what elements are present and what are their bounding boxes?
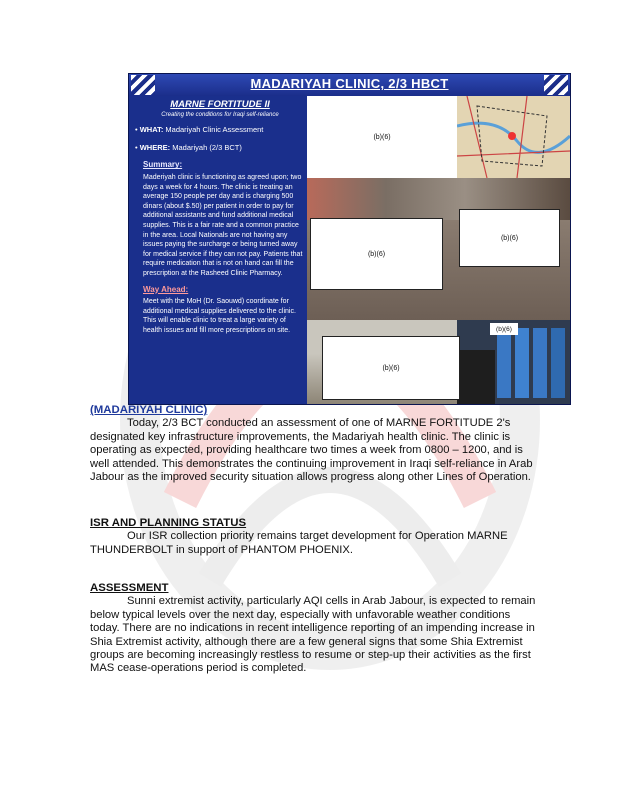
what-line: • WHAT: Madariyah Clinic Assessment — [135, 125, 264, 135]
photo-collage — [307, 96, 570, 404]
redacted-box-1: (b)(6) — [307, 96, 457, 178]
section1-heading: (MADARIYAH CLINIC) — [90, 404, 208, 416]
section2-heading: ISR AND PLANNING STATUS — [90, 517, 247, 529]
where-line: • WHERE: Madariyah (2/3 BCT) — [135, 142, 242, 152]
section3-text: Sunni extremist activity, particularly AQI cells in Arab Jabour, is expected to remain below typical levels over the next day, especially with unfavorable weather conditions today. There are no indications in recent intelligence reporting of an impending increase in Shia Extremist activity, although there are a few general signs that some Shia Extremist groups are becoming increasingly restless to resume or step-up their activities as the first MAS cease-operations period is completed. — [90, 595, 536, 675]
section-assessment — [90, 582, 540, 676]
section1-text: Today, 2/3 BCT conducted an assessment of one of MARNE FORTITUDE 2's designated key infrastructure improvements, the Madariyah health clinic. The clinic is operating as expected, providing healthcare two times a week from 0800 – 1200, and is well attended. This demonstrates the continuing improvement in Iraqi self-reliance in Arab Jabour as the improved security situation allows progress along other Lines of Operation. — [90, 417, 533, 484]
briefing-slide — [128, 73, 571, 405]
redacted-box-3: (b)(6) — [459, 209, 560, 267]
summary-text: Maderiyah clinic is functioning as agreed upon; two days a week for 4 hours. The clinic is treating an average 150 people per day and is charging 500 dinars (about $.50) per patient in order to pay for additional assistants and fund additional medical supplies. This is a fair rate and a common practice in the area. Local Nationals are not having any issues paying the surcharge or being turned away for medical service if they can not pay. Patients that require medication that is not on hand can fill the prescription at the Rasheed Clinic Pharmacy. — [143, 173, 303, 277]
slide-title: MADARIYAH CLINIC, 2/3 HBCT — [250, 76, 449, 91]
way-ahead-text: Meet with the MoH (Dr. Saouwd) coordinate for additional medical supplies delivered to the clinic. This will enable clinic to treat a large variety of health issues and fill more prescriptions on site. — [143, 298, 296, 334]
section-isr-planning — [90, 517, 540, 557]
program-title: MARNE FORTITUDE II — [170, 99, 270, 110]
redacted-box-4: (b)(6) — [322, 336, 460, 400]
section3-heading: ASSESSMENT — [90, 582, 169, 594]
redacted-box-5: (b)(6) — [490, 323, 518, 335]
section2-text: Our ISR collection priority remains target development for Operation MARNE THUNDERBOLT in support of PHANTOM PHOENIX. — [90, 530, 508, 556]
way-ahead-heading: Way Ahead: — [143, 284, 189, 294]
program-subtitle: Creating the conditions for Iraqi self-reliance — [161, 111, 279, 118]
area-map-image — [457, 96, 570, 178]
redacted-box-2: (b)(6) — [310, 218, 443, 290]
slide-header — [129, 74, 570, 96]
slide-text-panel — [135, 100, 305, 335]
summary-heading: Summary: — [143, 160, 183, 170]
section-madariyah-clinic — [90, 404, 540, 484]
